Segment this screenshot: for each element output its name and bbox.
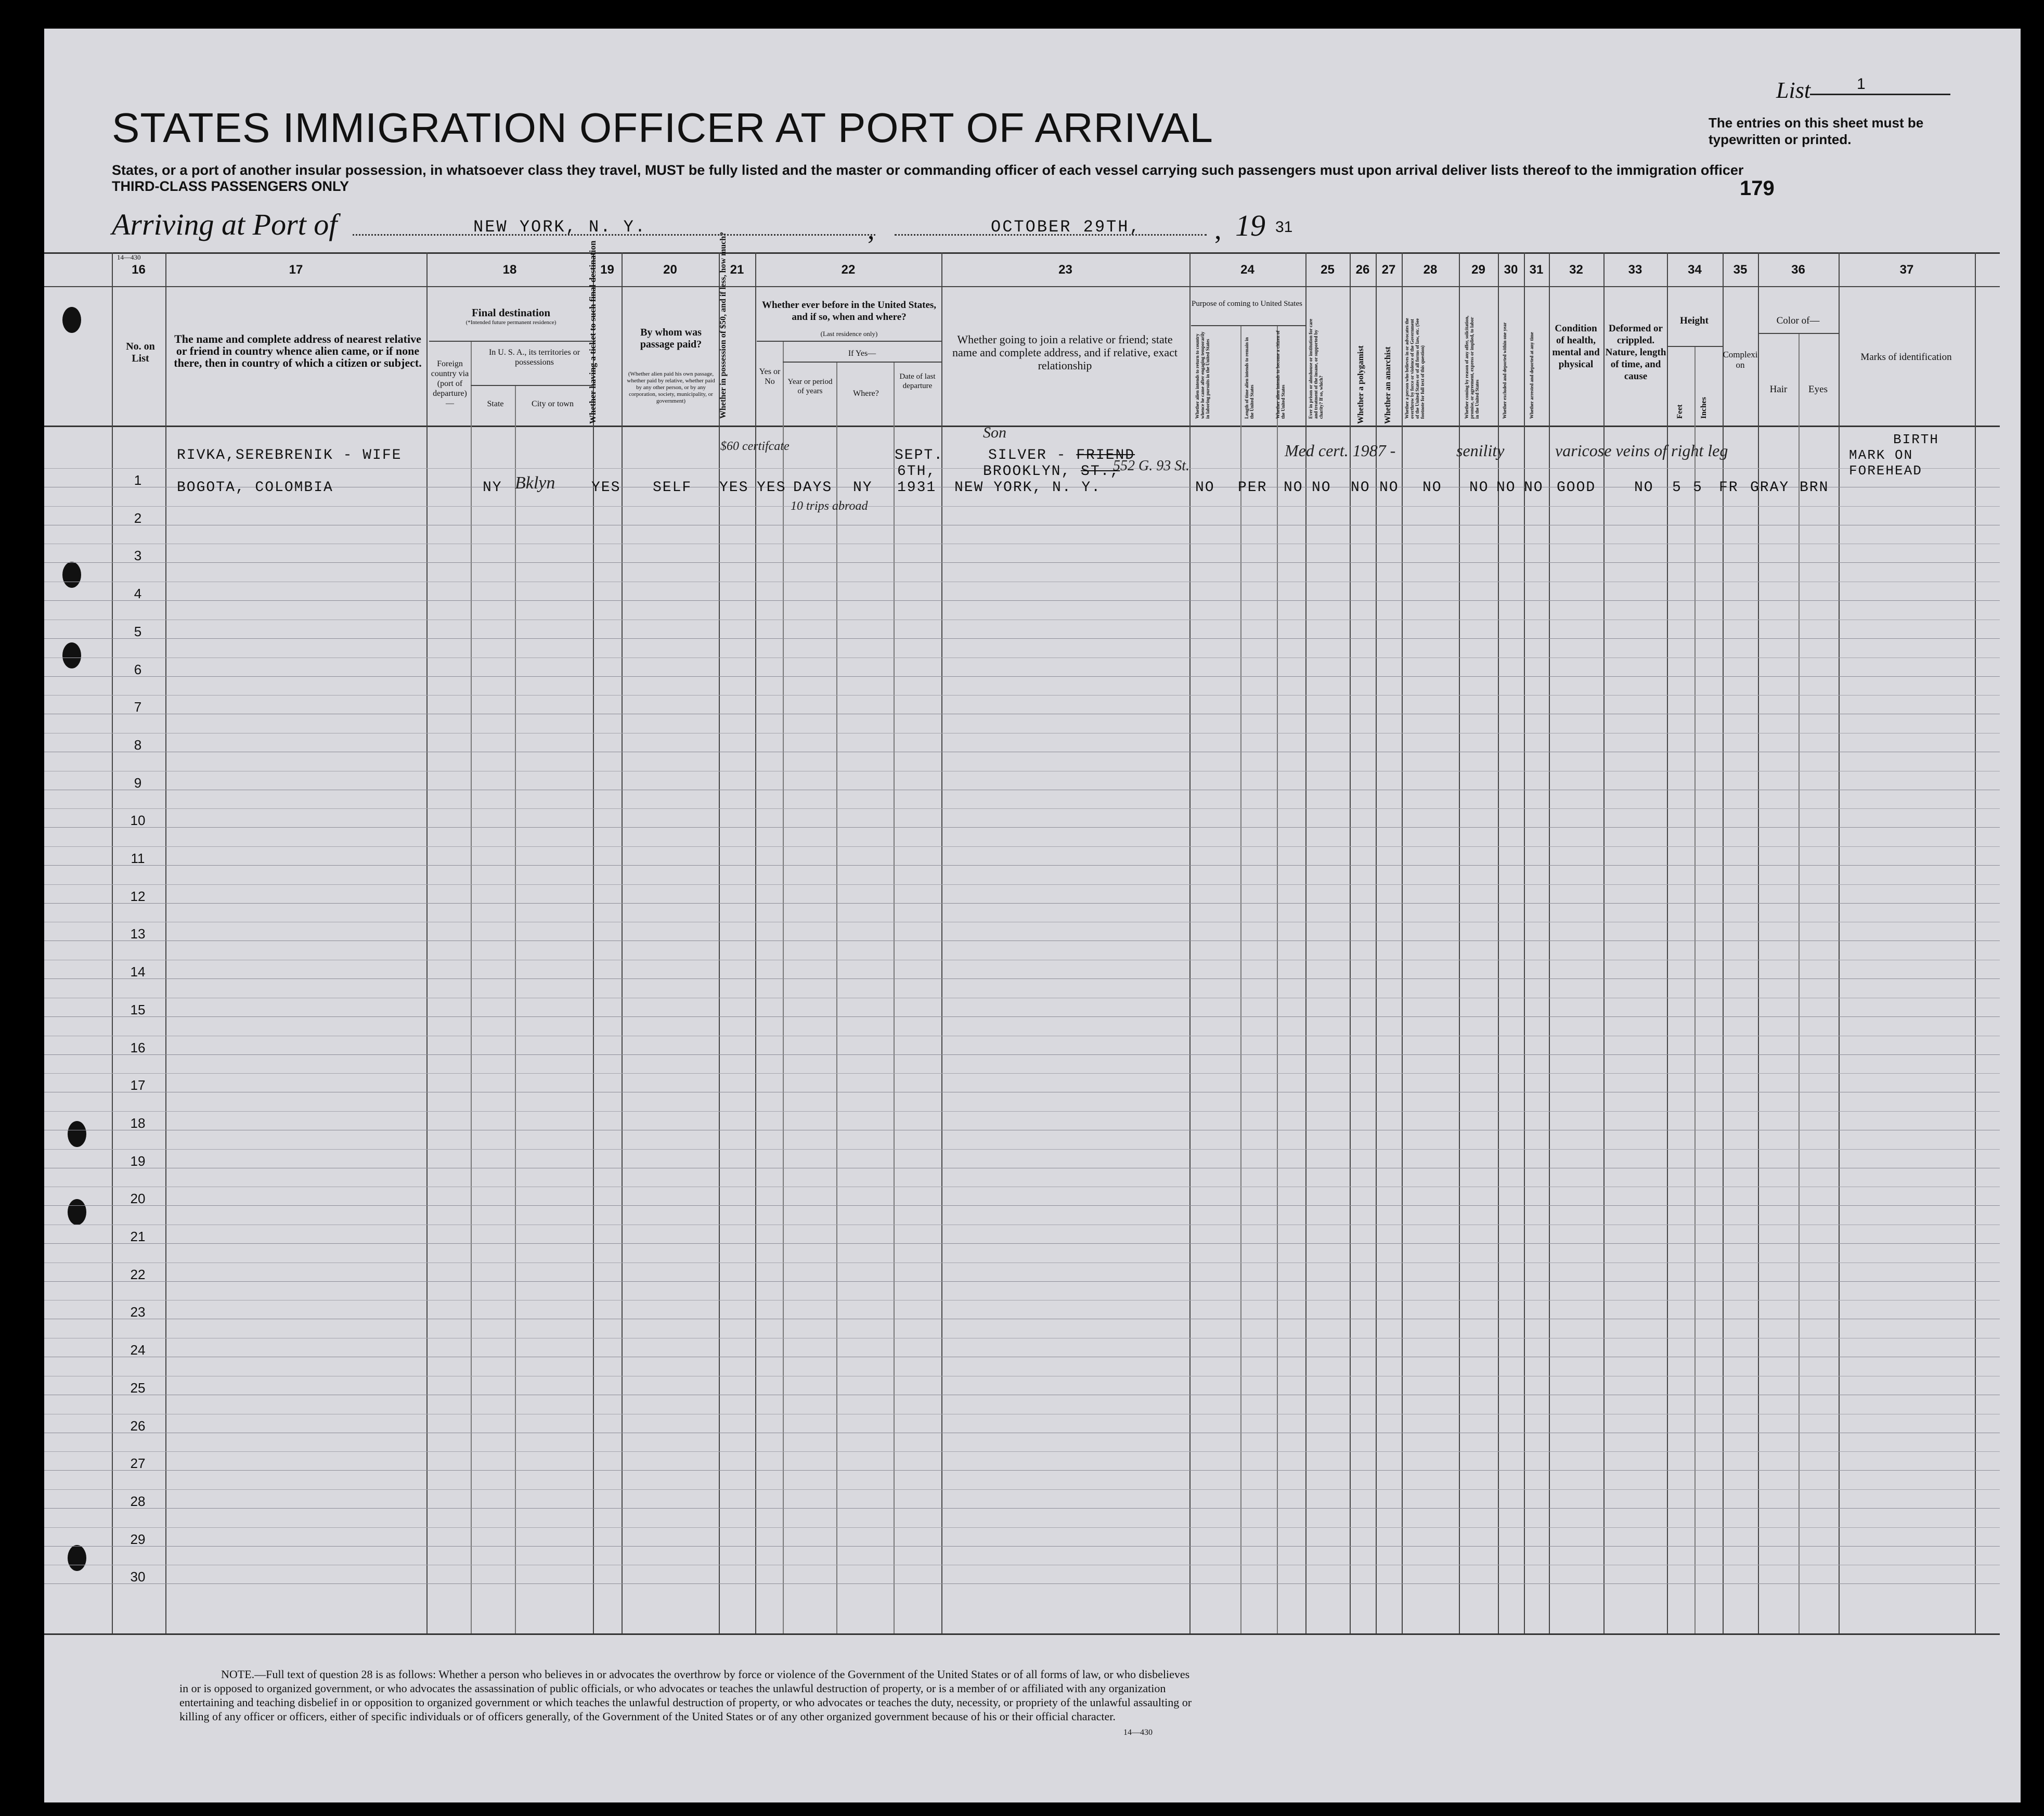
table-row [44, 978, 2000, 979]
senility-handwritten: senility [1456, 441, 1505, 460]
row-number: 6 [134, 661, 142, 677]
column-divider [755, 252, 756, 1633]
money-handwritten: $60 certifcate [720, 440, 790, 453]
table-row [44, 1205, 2000, 1206]
table-row [44, 865, 2000, 866]
header-yes-no: Yes or No [759, 367, 781, 386]
binder-hole [68, 1545, 86, 1571]
height-feet: 5 [1672, 480, 1682, 496]
row-subline [44, 846, 2000, 847]
row-number: 24 [130, 1342, 146, 1358]
header-marks: Marks of identification [1860, 352, 1952, 363]
relative-address: BOGOTA, COLOMBIA [177, 480, 333, 496]
column-number: 30 [1504, 263, 1518, 277]
arrival-port: NEW YORK, N. Y. [473, 217, 647, 237]
table-row [44, 1281, 2000, 1282]
health-value: GOOD [1557, 480, 1596, 496]
join-handwritten: Son [983, 424, 1006, 441]
row-subline [44, 1149, 2000, 1150]
header-complexion: Complexion [1723, 350, 1758, 370]
row-number: 27 [130, 1456, 146, 1472]
column-number: 17 [289, 263, 303, 277]
table-row [44, 1054, 2000, 1055]
header-purpose-length: Length of time alien intends to remain in the United States [1244, 337, 1254, 419]
marks-line3: FOREHEAD [1849, 463, 1922, 479]
column-number: 28 [1423, 263, 1438, 277]
row-number: 3 [134, 548, 142, 564]
arrival-date: OCTOBER 29TH, [991, 217, 1141, 237]
column-divider [593, 252, 594, 1633]
binder-hole [62, 307, 81, 333]
trips-handwritten: 10 trips abroad [791, 499, 868, 513]
column-number: 21 [730, 263, 744, 277]
q31-value: NO [1524, 480, 1544, 496]
column-divider [1189, 252, 1191, 1633]
table-row [44, 600, 2000, 601]
ticket-value: YES [591, 480, 621, 496]
column-number: 25 [1321, 263, 1335, 277]
subheader-divider [1667, 346, 1723, 347]
row-number: 8 [134, 737, 142, 753]
row-number: 18 [130, 1115, 146, 1131]
table-row [44, 562, 2000, 563]
row-number: 13 [130, 926, 146, 942]
join-name: SILVER - [988, 447, 1067, 463]
form-code: 14—430 [117, 253, 141, 261]
join-address-handwritten: 552 G. 93 St. [1113, 458, 1189, 474]
column-divider [1524, 252, 1525, 1633]
subheader-divider [471, 385, 593, 386]
table-bottom-border [44, 1633, 2000, 1635]
subheader-divider [783, 362, 941, 363]
row-number: 5 [134, 623, 142, 639]
row-number: 2 [134, 510, 142, 526]
table-top-border [44, 252, 2000, 254]
row-number: 11 [131, 851, 145, 866]
dest-city-handwritten: Bklyn [515, 473, 555, 493]
row-subline [44, 808, 2000, 809]
column-number: 16 [132, 263, 146, 277]
header-inches: Inches [1700, 397, 1708, 419]
subheader-divider [1759, 333, 1839, 334]
header-hair: Hair [1769, 384, 1788, 395]
row-number: 17 [130, 1077, 146, 1093]
header-q28: Whether a person who believes in or advocates the overthrow by force or violence of the Government of the United States or of all forms of law, etc. (See footnote for full text of this question) [1404, 318, 1425, 419]
column-number: 37 [1899, 263, 1914, 277]
column-number: 20 [663, 263, 677, 277]
row-number: 23 [130, 1304, 146, 1320]
subheader-divider [757, 341, 941, 342]
column-divider [112, 252, 113, 1633]
row-number: 1 [134, 472, 142, 488]
header-fifty-dollars: Whether in possession of $50, and if less, how much? [719, 231, 728, 419]
q28-value: NO [1422, 480, 1442, 496]
header-eyes: Eyes [1808, 384, 1828, 395]
where-value: NY [853, 480, 873, 496]
column-number: 24 [1240, 263, 1254, 277]
row-number: 7 [134, 699, 142, 715]
table-row [44, 903, 2000, 904]
q30-value: NO [1496, 480, 1516, 496]
page-title: STATES IMMIGRATION OFFICER AT PORT OF ARRIVAL [112, 105, 1213, 151]
header-city: City or town [532, 400, 574, 408]
dest-state: NY [483, 480, 502, 496]
anarchist-value: NO [1379, 480, 1399, 496]
header-ticket: Whether having a ticket to such final destination [588, 240, 598, 424]
header-height: Height [1680, 315, 1709, 326]
table-row [44, 1243, 2000, 1244]
period-value: DAYS [793, 480, 833, 496]
header-usa: In U. S. A., its territories or possessions [488, 348, 580, 367]
subcolumn-divider [471, 341, 472, 1633]
class-note: THIRD-CLASS PASSENGERS ONLY [112, 178, 350, 194]
row-number: 9 [134, 775, 142, 791]
join-line2 [983, 463, 1120, 480]
list-underline [1810, 94, 1950, 95]
row-subline [44, 1527, 2000, 1528]
column-number-divider [44, 286, 2000, 287]
varicose-handwritten: varicose veins of right leg [1555, 441, 1728, 460]
footnote: NOTE.—Full text of question 28 is as follows: Whether a person who believes in or advocates the overthrow by force or violence of the Government of the United States or of all forms of law, or who disbelieves in or is opposed to organized government, or who advocates the assassination of public officials, or who advocates or teaches the unlawful destruction of property, or is a member of or affiliated with any organization entertaining and teaching disbelief in or opposition to organized government or which teaches the unlawful destruction of property, or who advocates or teaches the duty, necessity, or propriety of the unlawful assaulting or killing of any officer or officers, either of specific individuals or of officers generally, of the Government of the United States or of any other organized government because of his or their official character. [179, 1668, 1192, 1723]
binder-hole [62, 642, 81, 668]
passage-value: SELF [653, 480, 692, 496]
header-passage-sub: (Whether alien paid his own passage, whether paid by relative, whether paid by any other person, or by any corporation, society, municipality, or government) [627, 371, 715, 404]
column-number: 32 [1569, 263, 1583, 277]
comma: , [1214, 214, 1222, 245]
column-number: 31 [1529, 263, 1544, 277]
column-number: 36 [1791, 263, 1805, 277]
row-subline [44, 1489, 2000, 1490]
deformed-value: NO [1634, 480, 1654, 496]
header-passage: By whom was passage paid? [640, 327, 702, 350]
row-number: 15 [130, 1001, 146, 1018]
sheet-number: 179 [1740, 177, 1775, 200]
arriving-label: Arriving at Port of [112, 208, 338, 241]
table-row [44, 1016, 2000, 1017]
subcolumn-divider [783, 341, 784, 1633]
instructions-text: States, or a port of another insular possession, in whatsoever class they travel, MUST be fully listed and the master or commanding officer of each vessel carrying such passengers must upon arrival deliver lists thereof to the immigration officer [112, 162, 1744, 178]
row-subline [44, 1073, 2000, 1074]
header-color: Color of— [1776, 315, 1820, 326]
row-number: 20 [130, 1191, 146, 1207]
column-number: 33 [1628, 263, 1642, 277]
marks-line2: MARK ON [1849, 447, 1913, 463]
before-value: YES [757, 480, 786, 496]
header-join-relative: Whether going to join a relative or friend; state name and complete address, and if relative, exact relationship [952, 333, 1178, 372]
row-number: 19 [130, 1153, 146, 1169]
table-row [44, 1583, 2000, 1584]
column-number: 29 [1471, 263, 1485, 277]
manifest-sheet [44, 29, 2021, 1802]
join-struck2: ST., [1081, 463, 1120, 480]
join-struck: FRIEND [1076, 447, 1135, 463]
prison-value: NO [1312, 480, 1331, 496]
header-deformed: Deformed or crippled. Nature, length of time, and cause [1605, 323, 1666, 382]
column-number: 23 [1058, 263, 1072, 277]
column-number: 18 [502, 263, 517, 277]
footnote-form-code: 14—430 [1123, 1728, 1153, 1737]
row-number: 22 [130, 1266, 146, 1282]
table-row [44, 1470, 2000, 1471]
column-divider [1839, 252, 1840, 1633]
column-divider [1975, 252, 1976, 1633]
header-final-destination-sub: (*Intended future permanent residence) [465, 319, 557, 326]
column-divider [165, 252, 166, 1633]
header-feet: Feet [1676, 404, 1684, 419]
table-row [44, 1546, 2000, 1547]
row-subline [44, 1451, 2000, 1452]
hair-value: GRAY [1750, 480, 1790, 496]
purpose-return: NO [1195, 480, 1215, 496]
row-number: 14 [130, 964, 146, 980]
column-number: 19 [600, 263, 614, 277]
row-number: 16 [130, 1039, 146, 1055]
table-row [44, 827, 2000, 828]
departure-line1: SEPT. [895, 447, 944, 463]
list-number: 1 [1857, 75, 1866, 93]
column-number: 22 [841, 263, 856, 277]
marks-line1: BIRTH [1893, 432, 1939, 447]
header-no-on-list: No. on List [126, 341, 155, 364]
purpose-length: PER [1238, 480, 1267, 496]
q29-value: NO [1469, 480, 1489, 496]
header-q30: Whether excluded and deported within one year [1502, 322, 1507, 419]
header-anarchist: Whether an anarchist [1383, 346, 1392, 424]
header-purpose-return: Whether alien intends to return to country whence he came after engaging temporarily in laboring pursuits in the United States [1195, 331, 1210, 419]
header-years: Year or period of years [787, 378, 833, 395]
column-number: 27 [1381, 263, 1396, 277]
row-number: 4 [134, 586, 142, 602]
row-subline [44, 695, 2000, 696]
subcolumn-divider [1277, 325, 1278, 1633]
column-number: 26 [1355, 263, 1370, 277]
row-number: 25 [130, 1380, 146, 1396]
header-bottom-border [44, 426, 2000, 427]
header-if-yes: If Yes— [848, 349, 876, 358]
year-prefix: 19 [1235, 209, 1265, 242]
complexion-value: FR [1719, 480, 1739, 496]
column-number: 35 [1733, 263, 1748, 277]
subcolumn-divider [1799, 333, 1800, 1633]
header-polygamist: Whether a polygamist [1356, 345, 1365, 424]
header-state: State [487, 400, 504, 408]
header-purpose: Purpose of coming to United States [1192, 300, 1302, 308]
purpose-citizen: NO [1284, 480, 1303, 496]
comma: , [868, 214, 875, 245]
column-divider [426, 252, 428, 1633]
subcolumn-divider [1694, 346, 1696, 1633]
header-prison: Ever in prison or almshouse or institution for care and treatment of the insane, or supported by charity? If so, which? [1308, 318, 1324, 419]
header-where: Where? [853, 389, 879, 398]
relative-name: RIVKA,SEREBRENIK - WIFE [177, 447, 402, 463]
row-number: 26 [130, 1418, 146, 1434]
header-q31: Whether arrested and deported at any time [1529, 332, 1534, 419]
join-line3: NEW YORK, N. Y. [954, 480, 1102, 496]
subheader-divider [1191, 325, 1305, 326]
binder-hole [68, 1121, 86, 1147]
header-purpose-citizen: Whether alien intends to become a citizen of the United States [1275, 330, 1286, 419]
row-number: 10 [130, 813, 146, 829]
header-ever-before: Whether ever before in the United States, and if so, when and where? [761, 300, 937, 323]
column-number: 34 [1688, 263, 1702, 277]
header-health: Condition of health, mental and physical [1552, 323, 1600, 370]
row-number: 29 [130, 1531, 146, 1547]
eyes-value: BRN [1800, 480, 1829, 496]
header-q29: Whether coming by reason of any offer, solicitation, promise, or agreement, express or implied, to labor in the United States [1464, 315, 1480, 419]
row-subline [44, 884, 2000, 885]
year-suffix: 31 [1275, 218, 1293, 236]
polygamist-value: NO [1351, 480, 1370, 496]
entries-note: The entries on this sheet must be typewritten or printed. [1709, 115, 1924, 147]
column-divider [1549, 252, 1550, 1633]
table-row [44, 1508, 2000, 1509]
column-divider [719, 252, 720, 1633]
row-number: 28 [130, 1493, 146, 1509]
header-final-destination: Final destination [471, 306, 551, 319]
departure-line2: 6TH, [897, 463, 937, 480]
table-row [44, 676, 2000, 677]
column-divider [622, 252, 623, 1633]
height-inches: 5 [1693, 480, 1703, 496]
subcolumn-divider [1240, 325, 1241, 1633]
row-number: 21 [130, 1229, 146, 1244]
join-city: BROOKLYN, [983, 463, 1071, 480]
header-foreign-country: Foreign country via (port of departure)— [431, 359, 469, 408]
departure-line3: 1931 [897, 480, 937, 496]
row-subline [44, 1111, 2000, 1112]
money-value: YES [719, 480, 749, 496]
row-subline [44, 506, 2000, 507]
subheader-divider [429, 341, 593, 342]
row-number: 30 [130, 1569, 146, 1585]
column-divider [1402, 252, 1403, 1633]
header-last-departure: Date of last departure [899, 372, 936, 390]
list-label: List [1776, 78, 1811, 103]
table-row [44, 638, 2000, 639]
binder-hole [62, 562, 81, 588]
binder-hole [68, 1199, 86, 1225]
medical-note-handwritten: Med cert. 1987 - [1285, 441, 1396, 460]
header-nearest-relative: The name and complete address of nearest relative or friend in country whence alien came, or if none there, then in country of which a citizen or subject. [174, 332, 422, 369]
column-divider [1758, 252, 1759, 1633]
row-number: 12 [130, 888, 146, 904]
subcolumn-divider [515, 385, 516, 1633]
header-ever-before-sub: (Last residence only) [820, 330, 878, 338]
